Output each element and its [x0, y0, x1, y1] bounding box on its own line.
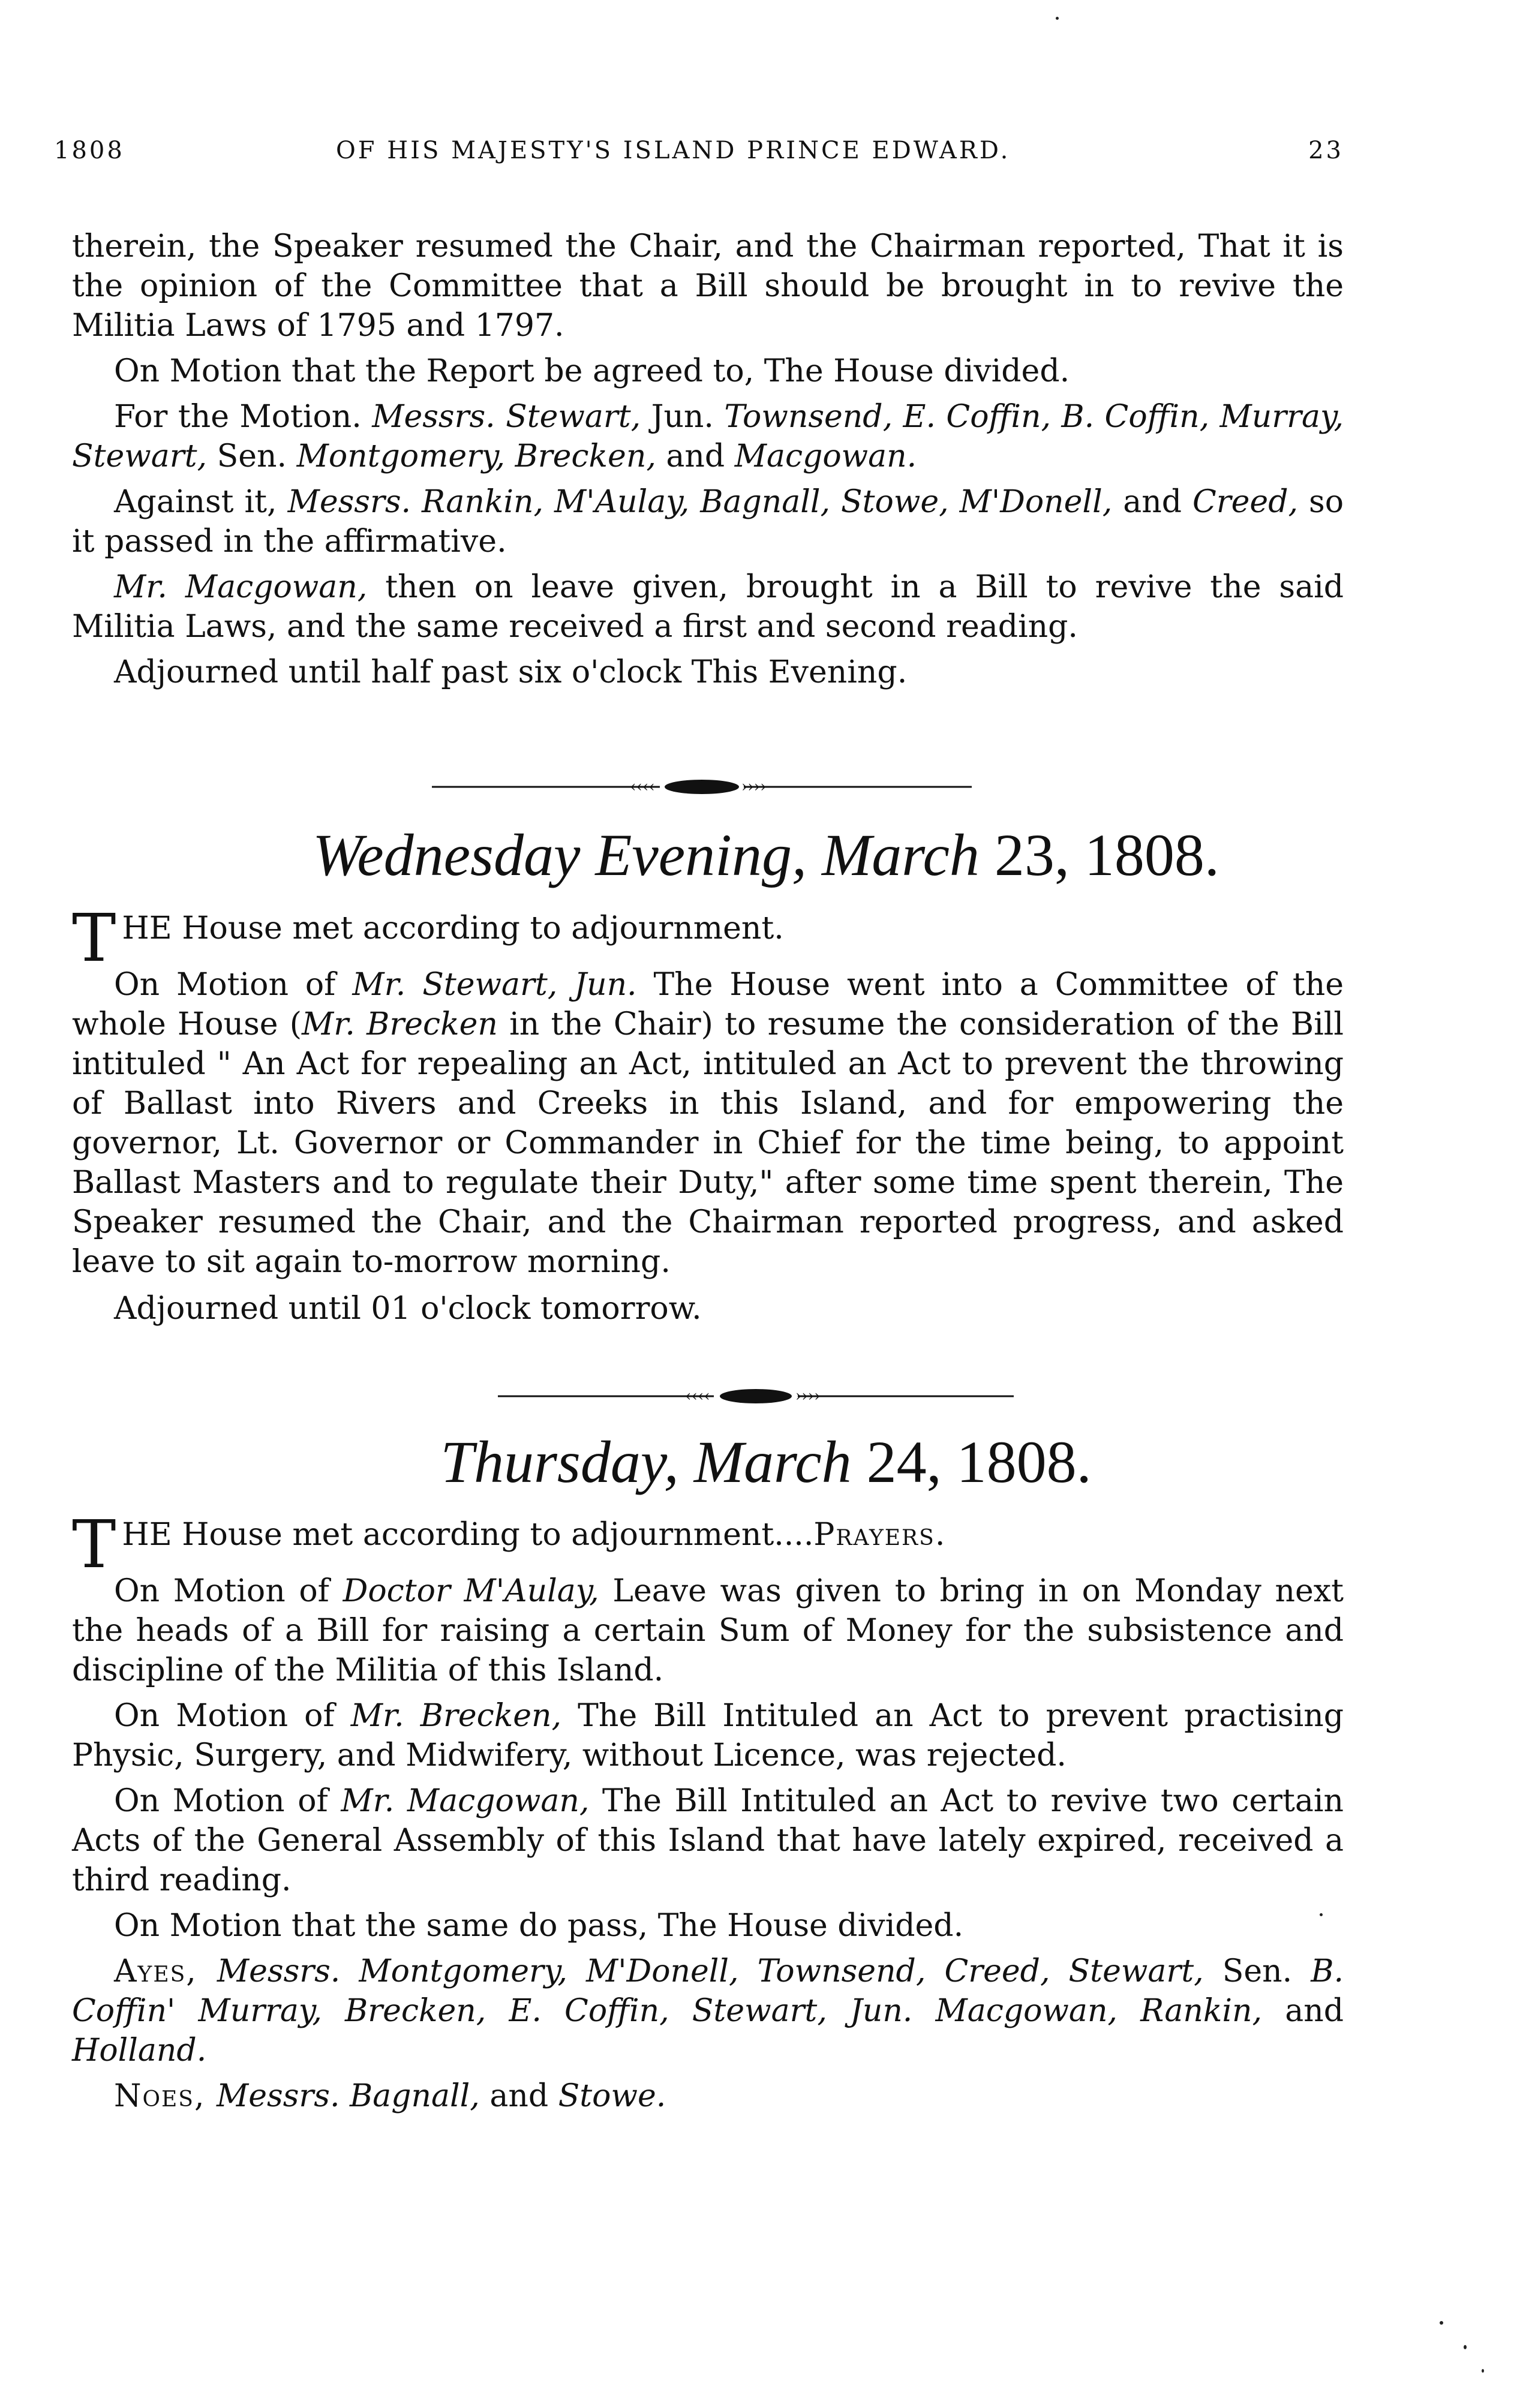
member-names: Doctor M'Aulay,	[343, 1573, 599, 1609]
member-names: Stowe.	[558, 2078, 666, 2114]
member-names: Messrs. Rankin, M'Aulay, Bagnall, Stowe, M'Donell,	[287, 484, 1124, 520]
print-speck	[1440, 2321, 1443, 2325]
print-speck	[1056, 17, 1059, 20]
member-names: Macgowan.	[734, 438, 917, 474]
paragraph-physic-bill	[72, 1696, 1344, 1775]
motion-text: On Motion of	[114, 1698, 351, 1734]
conjunction-text: and	[666, 438, 735, 474]
paragraph-house-divided: On Motion that the Report be agreed to, The House divided.	[114, 353, 1070, 389]
member-names: Mr. Stewart, Jun.	[352, 967, 637, 1003]
drop-cap: T	[72, 1506, 116, 1583]
paragraph-adjourned: Adjourned until 01 o'clock tomorrow.	[114, 1291, 702, 1327]
result-text: so it passed in the affirmative.	[72, 484, 1344, 560]
prayers-text: Prayers.	[813, 1517, 947, 1553]
paragraph-ayes	[72, 1952, 1344, 2070]
conjunction-text: and	[1285, 1993, 1344, 2029]
member-names: Townsend, E. Coffin, B. Coffin, Murray, Stewart,	[72, 399, 1344, 474]
conjunction-text: and	[489, 2078, 558, 2114]
suffix-text: Jun.	[651, 399, 725, 435]
page-number: 23	[1308, 137, 1344, 164]
heading-day-text: Wednesday Evening, March	[313, 822, 995, 888]
member-names: Messrs. Montgomery, M'Donell, Townsend, Creed, Stewart,	[217, 1953, 1222, 1989]
proceedings-section-3	[72, 1506, 1344, 2116]
paragraph-house-divided: On Motion that the same do pass, The House divided.	[114, 1908, 964, 1944]
paragraph-against	[72, 482, 1344, 561]
proceedings-section-2	[72, 900, 1344, 1328]
proceedings-section-1	[72, 227, 1344, 692]
print-speck	[1464, 2345, 1467, 2349]
bill-text: then on leave given, brought in a Bill to revive the said Militia Laws, and the same received a first and second reading.	[72, 569, 1344, 645]
motion-text: in the Chair) to resume the consideration of the Bill intituled " An Act for repealing an Act, intituled an Act to prevent the throwing of Ballast into Rivers and Creeks in this Island, and for empowering the governor, Lt. Governor or Commander in Chief for the time being, to appoint Ballast Masters and to regulate their Duty," after some time spent therein, The Speaker resumed the Chair, and the Chairman reported progress, and asked leave to sit again to-morrow morning.	[72, 1006, 1344, 1280]
house-met-text: HE House met according to adjournment....	[122, 1517, 814, 1553]
print-speck	[1320, 1913, 1323, 1916]
paragraph-noes	[72, 2076, 1344, 2116]
member-names: Messrs. Bagnall,	[217, 2078, 490, 2114]
paragraph-revive-acts	[72, 1781, 1344, 1900]
member-names: Montgomery, Brecken,	[296, 438, 666, 474]
for-motion-label: For the Motion.	[114, 399, 373, 435]
paragraph-bill-brought-in	[72, 567, 1344, 647]
svg-text:‹‹‹‹: ‹‹‹‹	[630, 778, 655, 796]
drop-cap: T	[72, 900, 116, 976]
member-names: Mr. Brecken	[302, 1006, 498, 1042]
conjunction-text: and	[1123, 484, 1192, 520]
member-names: Messrs. Stewart,	[372, 399, 651, 435]
motion-text: The Bill Intituled an Act to revive two certain Acts of the General Assembly of this Island that have lately expired, received a third reading.	[72, 1783, 1344, 1898]
page-year: 1808	[54, 137, 125, 164]
paragraph-militia-motion	[72, 1571, 1344, 1690]
heading-wednesday-evening	[0, 819, 1532, 891]
ayes-label: Ayes,	[114, 1953, 217, 1989]
paragraph-house-met	[72, 900, 1344, 976]
member-names: Mr. Brecken,	[350, 1698, 562, 1734]
motion-text: On Motion of	[114, 967, 353, 1003]
motion-text: The House went into a Committee of the whole House (	[72, 967, 1344, 1042]
noes-label: Noes,	[114, 2078, 217, 2114]
paragraph-house-met	[72, 1506, 1344, 1583]
member-names: B. Coffin' Murray, Brecken, E. Coffin, Stewart, Jun. Macgowan, Rankin,	[72, 1953, 1344, 2029]
motion-text: Leave was given to bring in on Monday next the heads of a Bill for raising a certain Sum of Money for the subsistence and discipline of the Militia of this Island.	[72, 1573, 1344, 1688]
suffix-text: Sen.	[1222, 1953, 1311, 1989]
paragraph-committee-motion	[72, 965, 1344, 1282]
running-head	[54, 137, 1344, 179]
motion-text: The Bill Intituled an Act to prevent practising Physic, Surgery, and Midwifery, without Licence, was rejected.	[72, 1698, 1344, 1773]
suffix-text: Sen.	[217, 438, 297, 474]
ornament-rule-2	[498, 1384, 1014, 1408]
motion-text: On Motion of	[114, 1573, 343, 1609]
svg-text:››››: ››››	[795, 1387, 821, 1405]
member-names: Mr. Macgowan,	[341, 1783, 590, 1819]
member-names: Creed,	[1192, 484, 1299, 520]
ornament-rule-1	[432, 775, 972, 799]
heading-thursday	[0, 1426, 1532, 1498]
paragraph-for-motion	[72, 397, 1344, 476]
motion-text: On Motion of	[114, 1783, 341, 1819]
page-header-title: OF HIS MAJESTY'S ISLAND PRINCE EDWARD.	[336, 137, 1011, 164]
svg-text:‹‹‹‹: ‹‹‹‹	[685, 1387, 710, 1405]
house-met-text: HE House met according to adjournment.	[122, 910, 784, 946]
print-speck	[1482, 2369, 1484, 2373]
paragraph-adjourned: Adjourned until half past six o'clock This Evening.	[114, 654, 908, 690]
heading-day-text: Thursday, March	[440, 1429, 867, 1495]
heading-date: 24, 1808.	[866, 1429, 1092, 1495]
heading-date: 23, 1808.	[994, 822, 1219, 888]
against-label: Against it,	[114, 484, 288, 520]
svg-text:››››: ››››	[741, 778, 767, 796]
member-names: Holland.	[72, 2033, 207, 2069]
paragraph-committee-report: therein, the Speaker resumed the Chair, and the Chairman reported, That it is the opinion of the Committee that a Bill should be brought in to revive the Militia Laws of 1795 and 1797.	[72, 229, 1344, 344]
member-names: Mr. Macgowan,	[114, 569, 368, 605]
